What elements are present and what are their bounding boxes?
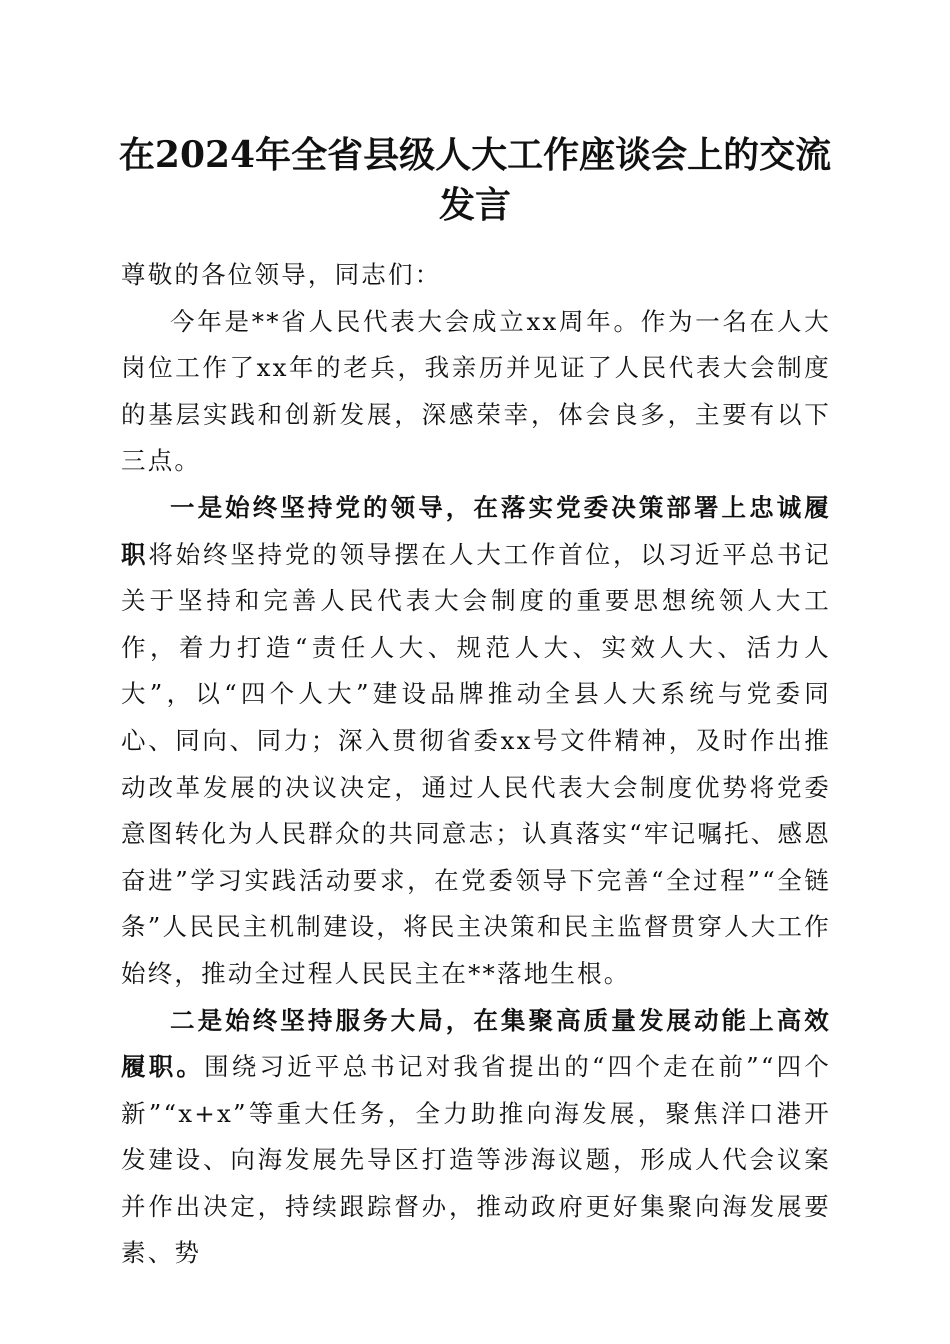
paragraph-text: 今年是**省人民代表大会成立xx周年。作为一名在人大岗位工作了xx年的老兵，我亲历并见证了人民代表大会制度的基层实践和创新发展，深感荣幸，体会良多，主要有以下三点。 <box>121 306 831 476</box>
document-title: 在2024年全省县级人大工作座谈会上的交流发言 <box>118 134 832 226</box>
paragraph-point-two <box>121 998 831 1278</box>
paragraph-lead: 二是始终坚持服务大局，在集聚高质量发展动能上高效履职。 <box>121 1005 831 1082</box>
document-body <box>121 252 831 1277</box>
paragraph-lead: 一是始终坚持党的领导，在落实党委决策部署上忠诚履职 <box>121 492 831 569</box>
greeting: 尊敬的各位领导，同志们： <box>121 260 442 289</box>
paragraph-text: 围绕习近平总书记对我省提出的“四个走在前”“四个新”“x+x”等重大任务，全力助推向海发展，聚焦洋口港开发建设、向海发展先导区打造等涉海议题，形成人代会议案并作出决定，持续跟踪督办，推动政府更好集聚向海发展要素、势 <box>121 1052 831 1268</box>
paragraph-text: 将始终坚持党的领导摆在人大工作首位，以习近平总书记关于坚持和完善人民代表大会制度的重要思想统领人大工作，着力打造“责任人大、规范人大、实效人大、活力人大”，以“四个人大”建设品牌推动全县人大系统与党委同心、同向、同力；深入贯彻省委xx号文件精神，及时作出推动改革发展的决议决定，通过人民代表大会制度优势将党委意图转化为人民群众的共同意志；认真落实“牢记嘱托、感恩奋进”学习实践活动要求，在党委领导下完善“全过程”“全链条”人民民主机制建设，将民主决策和民主监督贯穿人大工作始终，推动全过程人民民主在**落地生根。 <box>121 539 832 988</box>
paragraph-intro <box>121 299 831 485</box>
paragraph-point-one <box>121 485 831 998</box>
